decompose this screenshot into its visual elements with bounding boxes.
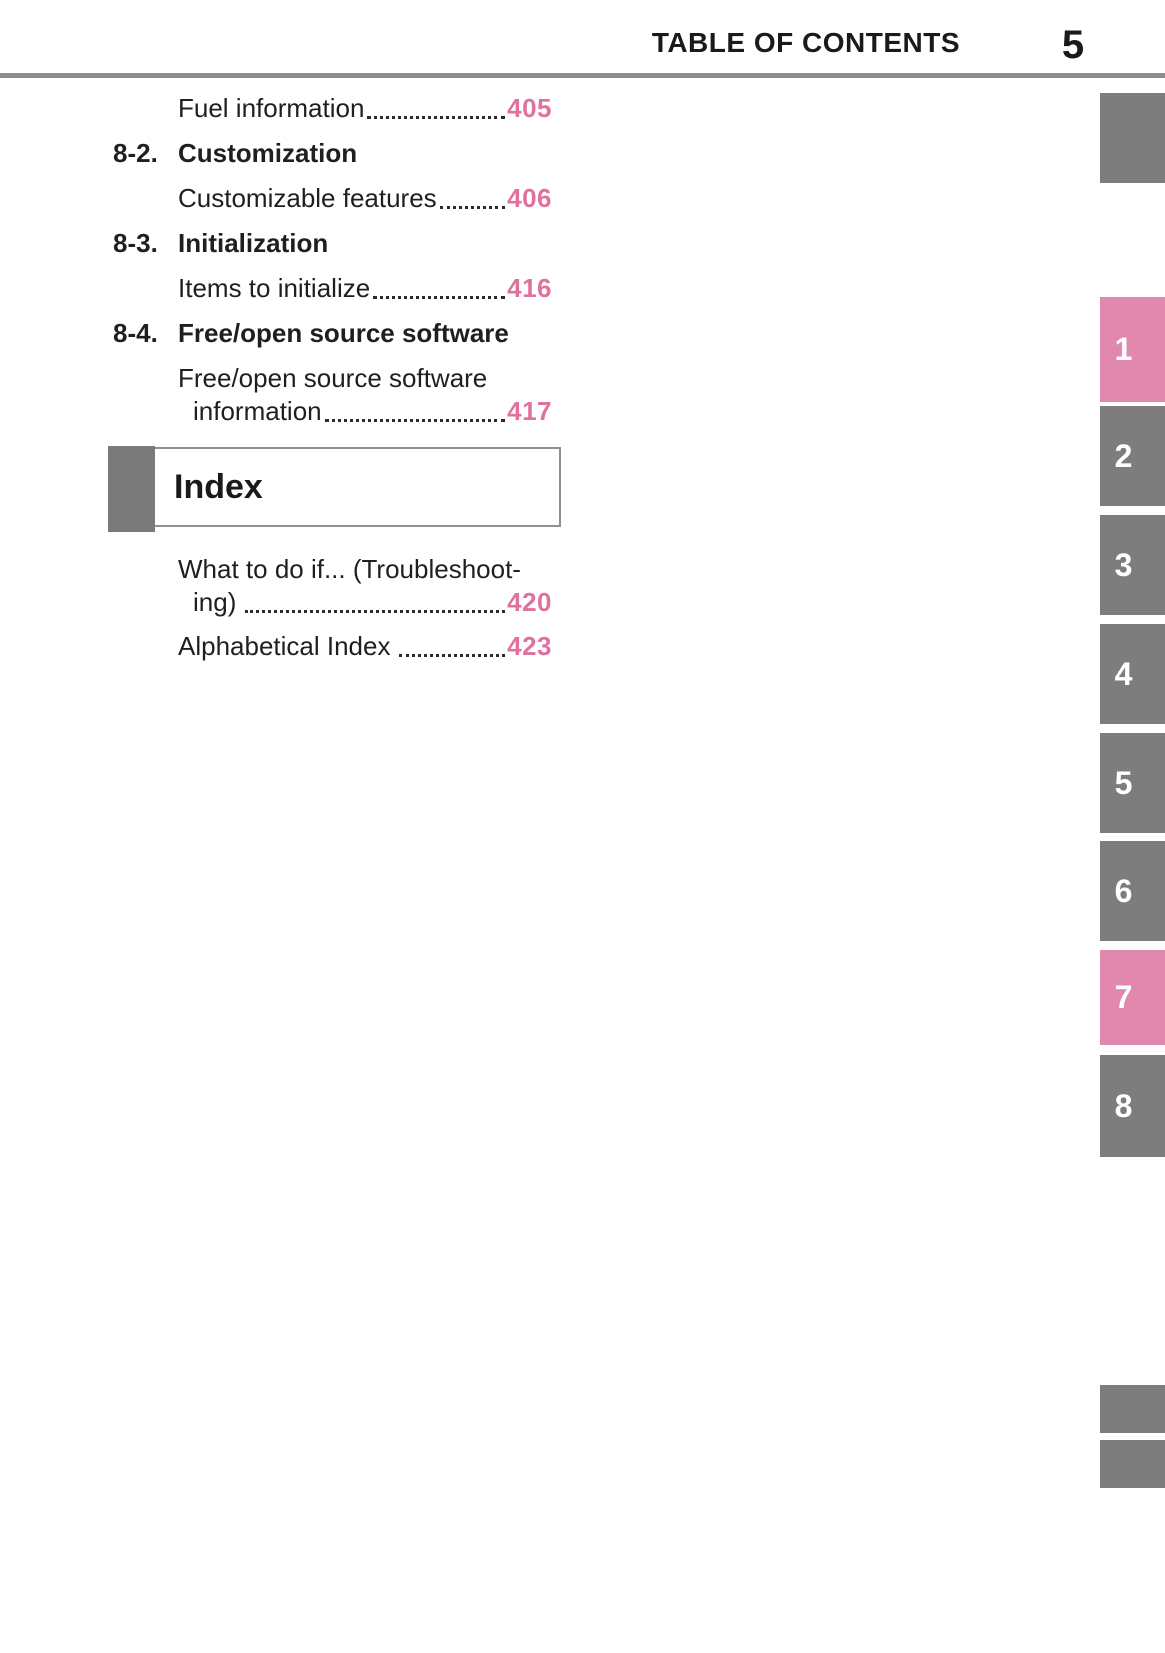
- index-chapter-box: [108, 447, 561, 527]
- toc-section-title: Customization: [178, 138, 358, 168]
- toc-section-title: Free/open source software: [178, 318, 509, 348]
- page-number: 5: [1061, 23, 1085, 67]
- sidebar-bottom-box-2: [1100, 1440, 1165, 1488]
- chapter-tab-8: [1100, 1055, 1165, 1157]
- index-chapter-title: Index: [174, 467, 263, 506]
- toc-entry: [0, 182, 552, 215]
- dot-leader: [325, 419, 505, 422]
- sidebar-bottom-box-1: [1100, 1385, 1165, 1433]
- toc-entry-continuation: [0, 395, 552, 428]
- toc-section: [0, 137, 552, 170]
- chapter-tab-2: [1100, 406, 1165, 506]
- toc-entry-page: 405: [507, 93, 552, 123]
- toc-section: [0, 227, 552, 260]
- index-entry-continuation: [0, 586, 552, 619]
- chapter-tab-7: [1100, 950, 1165, 1045]
- toc-entry-label: Fuel information: [178, 93, 365, 123]
- toc-entry-label: Customizable features: [178, 183, 437, 213]
- toc-list: [0, 80, 552, 428]
- chapter-tab-4: [1100, 624, 1165, 724]
- toc-entry-label: information: [193, 396, 322, 426]
- index-entry: [0, 630, 552, 663]
- chapter-tab-label: 3: [1114, 546, 1133, 583]
- chapter-tab-label: 5: [1114, 764, 1133, 801]
- index-list: [0, 541, 552, 663]
- toc-section-number: 8-3.: [113, 228, 158, 258]
- toc-entry-page: 416: [507, 273, 552, 303]
- chapter-tab-1: [1100, 297, 1165, 402]
- sidebar-top-box: [1100, 93, 1165, 183]
- toc-entry-label: Items to initialize: [178, 273, 371, 303]
- toc-entry-wrapped-line: [0, 362, 552, 395]
- index-entry-wrapped-line: [0, 553, 552, 586]
- chapter-tab-label: 8: [1114, 1087, 1133, 1124]
- index-entry-page: 420: [507, 587, 552, 617]
- toc-section-title: Initialization: [178, 228, 329, 258]
- chapter-tab-6: [1100, 841, 1165, 941]
- chapter-marker-square: [108, 446, 155, 532]
- toc-entry-page: 417: [507, 396, 552, 426]
- chapter-tab-label: 1: [1114, 331, 1133, 367]
- chapter-tab-3: [1100, 515, 1165, 615]
- toc-section-number: 8-2.: [113, 138, 158, 168]
- toc-entry-label: Free/open source software: [178, 363, 488, 393]
- chapter-tab-label: 6: [1114, 872, 1133, 909]
- header-divider: [0, 73, 1165, 78]
- chapter-tab-label: 2: [1114, 437, 1133, 474]
- dot-leader: [373, 296, 505, 299]
- index-entry-page: 423: [507, 631, 552, 661]
- toc-entry: [0, 92, 552, 125]
- dot-leader: [399, 654, 505, 657]
- dot-leader: [440, 206, 505, 209]
- toc-section: [0, 317, 552, 350]
- toc-section-number: 8-4.: [113, 318, 158, 348]
- index-entry-label: What to do if... (Troubleshoot-: [178, 554, 521, 584]
- chapter-tab-label: 4: [1114, 655, 1133, 692]
- dot-leader: [367, 116, 505, 119]
- chapter-tab-5: [1100, 733, 1165, 833]
- page-title: TABLE OF CONTENTS: [651, 27, 960, 58]
- index-entry-label: ing): [193, 587, 237, 617]
- index-entry-label: Alphabetical Index: [178, 631, 391, 661]
- toc-entry-page: 406: [507, 183, 552, 213]
- dot-leader: [245, 610, 505, 613]
- chapter-tab-label: 7: [1114, 979, 1133, 1015]
- toc-entry: [0, 272, 552, 305]
